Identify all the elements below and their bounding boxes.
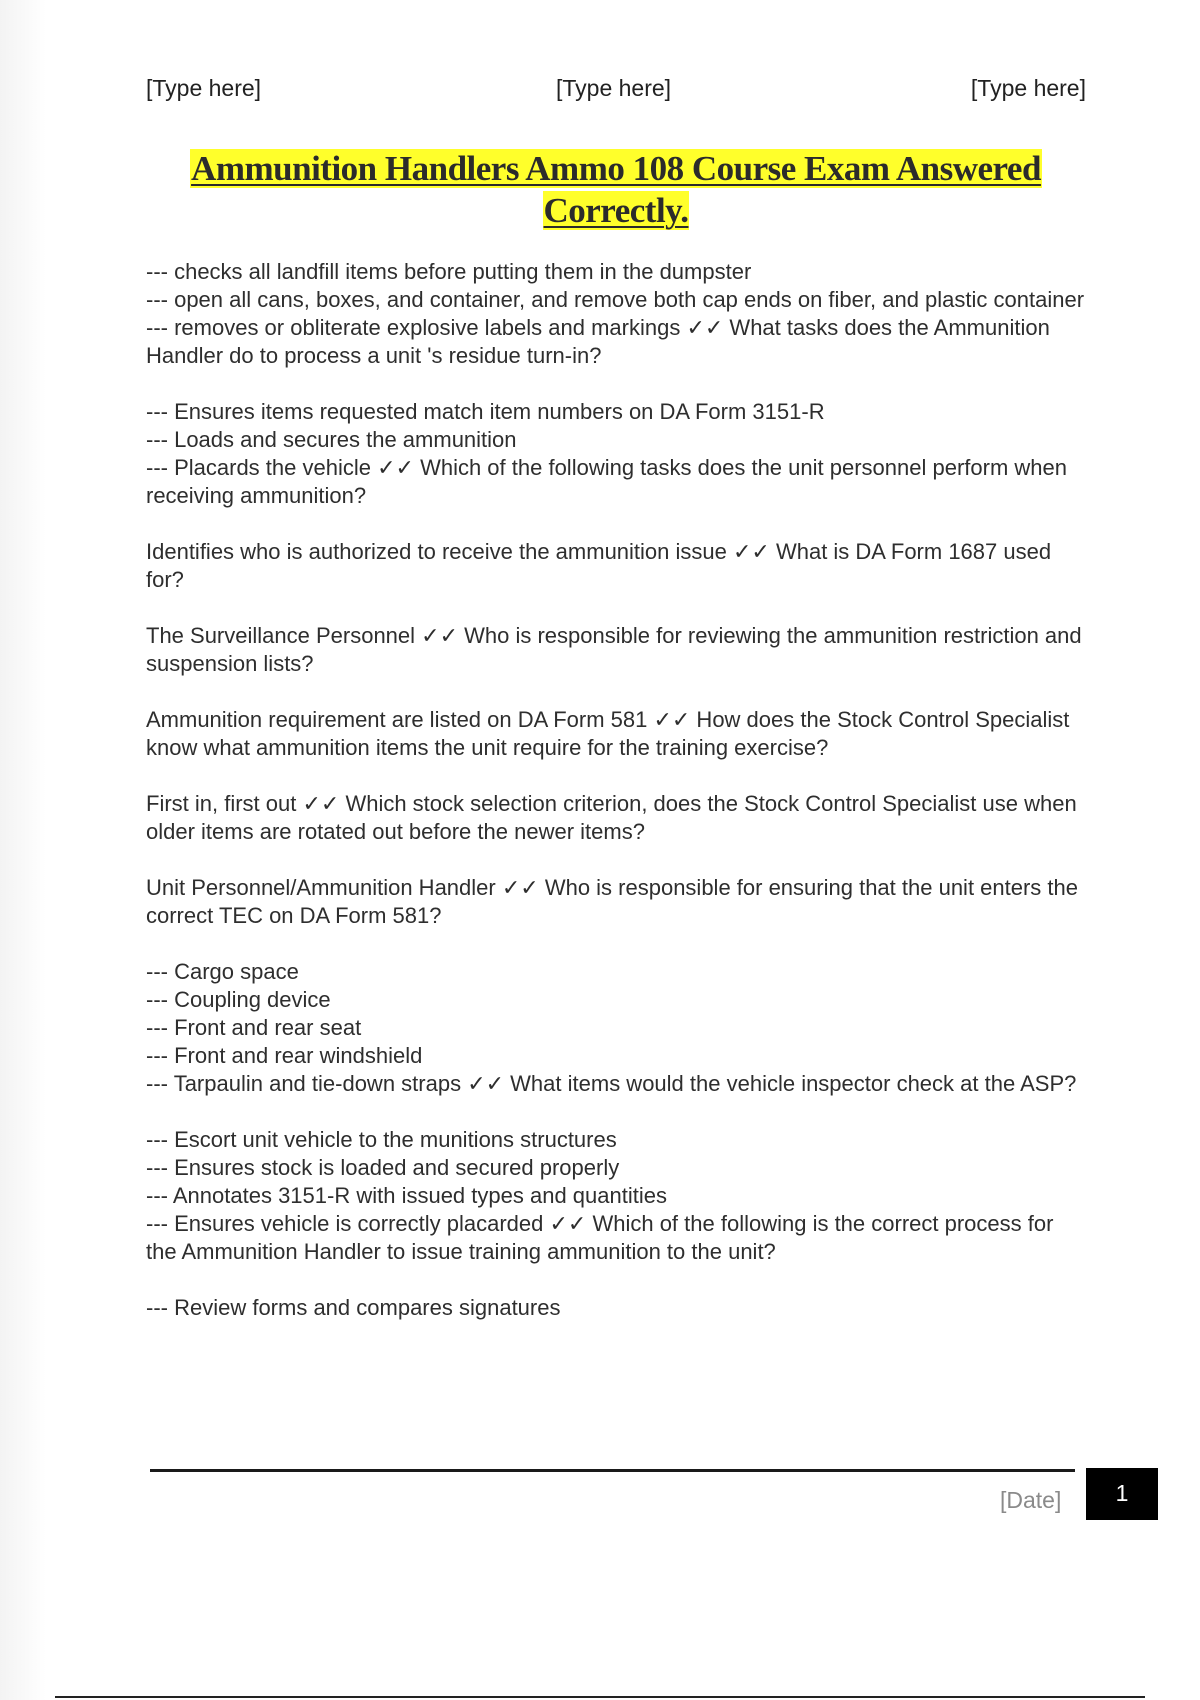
answer-line: --- Coupling device xyxy=(146,987,331,1012)
page-number: 1 xyxy=(1086,1468,1158,1520)
qa-block-3: Identifies who is authorized to receive the ammunition issue ✓✓ What is DA Form 1687 used for? xyxy=(146,539,1052,592)
answer-line: --- Loads and secures the ammunition xyxy=(146,427,517,452)
answer-line: --- open all cans, boxes, and container, and remove both cap ends on fiber, and plastic container xyxy=(146,287,1085,312)
answer-question-line: --- removes or obliterate explosive labels and markings ✓✓ What tasks does the Ammunition Handler do to process a unit 's residue turn-in? xyxy=(146,315,1050,368)
bottom-divider xyxy=(55,1696,1145,1698)
footer-divider xyxy=(150,1469,1075,1472)
document-title xyxy=(146,148,1086,232)
answer-question-line: --- Tarpaulin and tie-down straps ✓✓ What items would the vehicle inspector check at the ASP? xyxy=(146,1071,1077,1096)
header-left-placeholder: [Type here] xyxy=(146,75,262,101)
page-header xyxy=(146,75,1086,105)
qa-block-10: --- Review forms and compares signatures xyxy=(146,1295,561,1320)
title-line-1: Ammunition Handlers Ammo 108 Course Exam Answered xyxy=(191,149,1041,188)
answer-question-line: --- Ensures vehicle is correctly placarded ✓✓ Which of the following is the correct process for the Ammunition Handler to issue training ammunition to the unit? xyxy=(146,1211,1054,1264)
answer-line: --- Annotates 3151-R with issued types and quantities xyxy=(146,1183,667,1208)
qa-block-8 xyxy=(146,958,1086,1098)
header-center-placeholder: [Type here] xyxy=(556,75,672,101)
page-edge-shadow xyxy=(0,0,46,1700)
qa-block-2 xyxy=(146,398,1086,510)
footer-date-placeholder: [Date] xyxy=(1000,1487,1062,1513)
title-line-2: Correctly. xyxy=(543,191,689,230)
answer-line: --- Cargo space xyxy=(146,959,299,984)
qa-block-9 xyxy=(146,1126,1086,1266)
answer-line: --- checks all landfill items before putting them in the dumpster xyxy=(146,259,752,284)
header-right-placeholder: [Type here] xyxy=(970,75,1086,101)
answer-line: --- Ensures items requested match item numbers on DA Form 3151-R xyxy=(146,399,825,424)
qa-block-7: Unit Personnel/Ammunition Handler ✓✓ Who is responsible for ensuring that the unit enters the correct TEC on DA Form 581? xyxy=(146,875,1079,928)
qa-block-4: The Surveillance Personnel ✓✓ Who is responsible for reviewing the ammunition restriction and suspension lists? xyxy=(146,623,1082,676)
answer-question-line: --- Placards the vehicle ✓✓ Which of the following tasks does the unit personnel perform when receiving ammunition? xyxy=(146,455,1067,508)
answer-line: --- Escort unit vehicle to the munitions structures xyxy=(146,1127,617,1152)
qa-block-5: Ammunition requirement are listed on DA Form 581 ✓✓ How does the Stock Control Specialist know what ammunition items the unit require for the training exercise? xyxy=(146,707,1070,760)
qa-block-1 xyxy=(146,258,1086,370)
document-body xyxy=(146,258,1086,1350)
qa-block-6: First in, first out ✓✓ Which stock selection criterion, does the Stock Control Specialist use when older items are rotated out before the newer items? xyxy=(146,791,1077,844)
answer-line: --- Front and rear seat xyxy=(146,1015,362,1040)
answer-line: --- Front and rear windshield xyxy=(146,1043,423,1068)
answer-line: --- Ensures stock is loaded and secured properly xyxy=(146,1155,620,1180)
